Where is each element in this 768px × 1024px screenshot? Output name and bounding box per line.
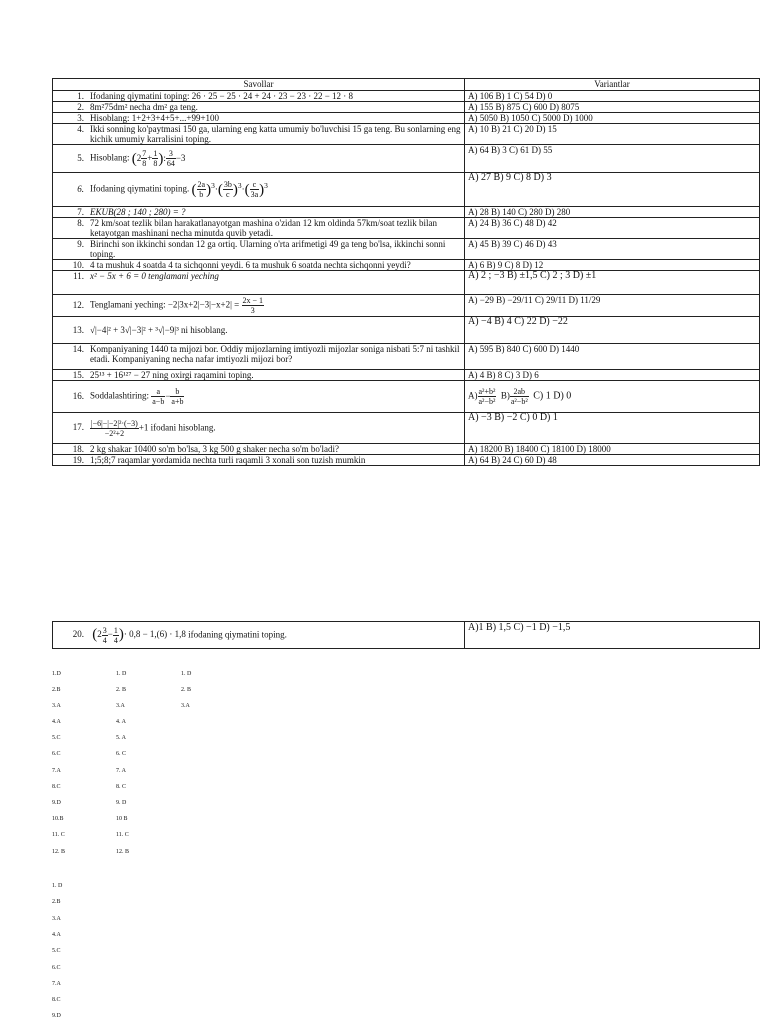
- answer-key-item: 1.D: [52, 671, 61, 677]
- table-row: [53, 413, 760, 444]
- table-header: [53, 79, 760, 91]
- answer-key-item: 10 B: [116, 816, 128, 822]
- question-text: Ifodaning qiymatini toping: 26 · 25 − 25 · 24 + 24 · 23 − 23 · 22 − 12 · 8: [90, 91, 354, 101]
- answer-options: A) 28 B) 140 C) 280 D) 280: [465, 207, 760, 218]
- question-number: 6.: [77, 183, 84, 194]
- question-text: ifodaning qiymatini toping.: [188, 629, 287, 640]
- table-row: [53, 102, 760, 113]
- question-number: 4.: [77, 124, 84, 134]
- question-text: Ikki sonning ko'paytmasi 150 ga, ularning eng katta umumiy bo'luvchisi 15 ga teng. Bu sonlarning eng kichik umumiy karralisini toping.: [90, 124, 461, 144]
- question-text: 8m²75dm² necha dm² ga teng.: [90, 102, 198, 112]
- table-row: [53, 239, 760, 260]
- table-row: [53, 444, 760, 455]
- table-row: [53, 145, 760, 173]
- table-row: [53, 91, 760, 102]
- answer-options: A) 45 B) 39 C) 46 D) 43: [465, 239, 760, 260]
- question-number: 10.: [72, 260, 84, 270]
- answer-key-item: 2.B: [52, 899, 61, 905]
- answer-key-item: 6.C: [52, 751, 61, 757]
- answer-key-item: 8. C: [116, 784, 127, 790]
- question-text: Hisoblang: 1+2+3+4+5+...+99+100: [90, 113, 220, 123]
- math-expression: (2 $\frac{3}{4}$ − $\frac{1}{4}$ )· 0,8 − 1,(6) · 1,8: [92, 625, 186, 645]
- table-row: [53, 218, 760, 239]
- answer-key-item: 9. D: [116, 800, 127, 806]
- table-row: [53, 622, 760, 649]
- answer-key-item: 2. B: [181, 687, 192, 693]
- answer-options: A) 64 B) 24 C) 60 D) 48: [465, 455, 760, 466]
- question-number: 18.: [72, 444, 84, 454]
- questions-table: [52, 78, 760, 466]
- table-row: [53, 455, 760, 466]
- question-number: 2.: [77, 102, 84, 112]
- answer-key-item: 3.A: [52, 703, 61, 709]
- answer-options: A) 64 B) 3 C) 61 D) 55: [465, 145, 760, 173]
- answer-options: A) $\frac{\text{a²+b²}}{\text{a²−b²}}$ B) $\frac{2ab}{\text{a²−b²}}$ C) 1 D) 0: [465, 381, 760, 413]
- answer-key-item: 10.B: [52, 816, 64, 822]
- question-text: Kompaniyaning 1440 ta mijozi bor. Oddiy mijozlarning imtiyozli mijozlar soniga nisbati 5:7 ni tashkil etadi. Kompaniyaning necha nafar imtiyozli mijozi bor?: [90, 344, 460, 364]
- answer-options: A) 106 B) 1 C) 54 D) 0: [465, 91, 760, 102]
- question-number: 19.: [72, 455, 84, 465]
- question-number: 12.: [72, 299, 84, 310]
- answer-key-item: 8.C: [52, 784, 61, 790]
- answer-options: A) 18200 B) 18400 C) 18100 D) 18000: [465, 444, 760, 455]
- answer-key-item: 6. C: [116, 751, 127, 757]
- question-text: x² − 5x + 6 = 0 tenglamani yeching: [90, 271, 219, 281]
- answer-options: A) 5050 B) 1050 C) 5000 D) 1000: [465, 113, 760, 124]
- answer-key-item: 7. A: [116, 768, 127, 774]
- table-row: [53, 173, 760, 207]
- question-number: 16.: [72, 390, 84, 401]
- answer-key-item: 2. B: [116, 687, 127, 693]
- answer-key-item: 12. B: [116, 849, 130, 855]
- answer-options: A) 27 B) 9 C) 8 D) 3: [465, 173, 760, 207]
- question-number: 1.: [77, 91, 84, 101]
- question-number: 15.: [72, 370, 84, 380]
- answer-key-item: 2.B: [52, 687, 61, 693]
- answer-key-item: 3.A: [52, 916, 61, 922]
- answer-options: A) 6 B) 9 C) 8 D) 12: [465, 260, 760, 271]
- question-number: 20.: [72, 629, 84, 640]
- answer-key-item: 7.A: [52, 768, 61, 774]
- table-row: [53, 370, 760, 381]
- question-text: Tenglamani yeching: −2|3x+2|−3|−x+2| =: [90, 299, 242, 310]
- math-expression: $\frac{\text{|−6|−|−2|²·(−3)}}{\text{−2²+2}}$: [91, 418, 138, 438]
- question-text: 25¹³ + 16¹²⁷ − 27 ning oxirgi raqamini toping.: [90, 370, 254, 380]
- question-number: 13.: [72, 325, 84, 335]
- question-text: EKUB(28 ; 140 ; 280) = ?: [90, 207, 186, 217]
- question-text: 72 km/soat tezlik bilan harakatlanayotgan mashina o'zidan 12 km oldinda 57km/soat tezlik bilan ketayotgan mashinani necha minutda quvib yetadi.: [90, 218, 438, 238]
- answer-options: A) 4 B) 8 C) 3 D) 6: [465, 370, 760, 381]
- answer-key-item: 6.C: [52, 965, 61, 971]
- answer-key-item: 5.C: [52, 948, 61, 954]
- question-number: 8.: [77, 218, 84, 228]
- answer-key-item: 7.A: [52, 981, 61, 987]
- question-number: 5.: [77, 152, 84, 163]
- answer-key-item: 12. B: [52, 849, 66, 855]
- table-row: 12. Tenglamani yeching: −2|3x+2|−3|−x+2| = $\frac{2x - 1}{3}$ A) −29 B) −29/11 C) 29/11 D) 11/29: [53, 295, 760, 317]
- answer-options: A)1 B) 1,5 C) −1 D) −1,5: [465, 622, 760, 649]
- table-row: [53, 113, 760, 124]
- question-text: 4 ta mushuk 4 soatda 4 ta sichqonni yeydi. 6 ta mushuk 6 soatda nechta sichqonni yeydi?: [90, 260, 411, 270]
- question-text: Hisoblang:: [90, 152, 130, 163]
- header-answers: Variantlar: [465, 79, 760, 91]
- question-text: +1 ifodani hisoblang.: [138, 422, 216, 433]
- answer-options: A) 155 B) 875 C) 600 D) 8075: [465, 102, 760, 113]
- answer-key-item: 9.D: [52, 800, 61, 806]
- answer-key-item: 3.A: [116, 703, 125, 709]
- answer-options: A) −3 B) −2 C) 0 D) 1: [465, 413, 760, 444]
- answer-key-item: 1. D: [116, 671, 127, 677]
- question-number: 9.: [77, 239, 84, 249]
- answer-options: A) 24 B) 36 C) 48 D) 42: [465, 218, 760, 239]
- answer-key-item: 5. A: [116, 735, 127, 741]
- answer-options: A) −29 B) −29/11 C) 29/11 D) 11/29: [465, 295, 760, 317]
- answer-key-item: 1. D: [181, 671, 192, 677]
- math-expression: (2 $\frac{7}{8}$ + $\frac{1}{8}$ ): $\frac{3}{64}$ −3: [131, 149, 186, 168]
- table-row: [53, 124, 760, 145]
- answer-key-item: 4. A: [116, 719, 127, 725]
- header-questions: Savollar: [53, 79, 465, 91]
- question-20-table: [52, 621, 760, 649]
- answer-options: A) 2 ; −3 B) ±1,5 C) 2 ; 3 D) ±1: [465, 271, 760, 295]
- answer-key-item: 9.D: [52, 1013, 61, 1019]
- answer-key-item: 4.A: [52, 932, 61, 938]
- question-text: 2 kg shakar 10400 so'm bo'lsa, 3 kg 500 g shaker necha so'm bo'ladi?: [90, 444, 339, 454]
- table-row: [53, 344, 760, 370]
- math-expression: ( $\frac{2a}{b}$ )$^3$·( $\frac{3b}{c}$ )$^3$·( $\frac{c}{3a}$ )$^3$: [191, 180, 268, 199]
- table-row: [53, 271, 760, 295]
- answer-options: A) 10 B) 21 C) 20 D) 15: [465, 124, 760, 145]
- answer-key-item: 8.C: [52, 997, 61, 1003]
- answer-key-item: 5.C: [52, 735, 61, 741]
- question-text: 1;5;8;7 raqamlar yordamida nechta turli raqamli 3 xonali son tuzish mumkin: [90, 455, 366, 465]
- question-text: Soddalashtiring:: [90, 390, 149, 401]
- answer-options: A) 595 B) 840 C) 600 D) 1440: [465, 344, 760, 370]
- question-text: Ifodaning qiymatini toping.: [90, 183, 190, 194]
- answer-key-item: 11. C: [52, 832, 65, 838]
- table-row: [53, 381, 760, 413]
- answer-key-item: 1. D: [52, 883, 63, 889]
- question-text: √|−4|² + 3√|−3|² + ³√|−9|³ ni hisoblang.: [90, 325, 228, 335]
- answer-key-item: 11. C: [116, 832, 129, 838]
- answer-key-item: 4.A: [52, 719, 61, 725]
- question-number: 14.: [72, 344, 84, 354]
- question-number: 17.: [72, 422, 84, 433]
- answer-options: A) −4 B) 4 C) 22 D) −22: [465, 317, 760, 344]
- table-row: [53, 260, 760, 271]
- question-text: Birinchi son ikkinchi sondan 12 ga ortiq. Ularning o'rta arifmetigi 49 ga teng bo'lsa, ikkinchi sonni toping.: [90, 239, 446, 259]
- question-number: 3.: [77, 113, 84, 123]
- math-expression: $\frac{a}{a-b}$ − $\frac{b}{a+b}$: [152, 387, 184, 406]
- answer-key-item: 3.A: [181, 703, 190, 709]
- table-row: [53, 207, 760, 218]
- table-row: [53, 317, 760, 344]
- question-number: 7.: [77, 207, 84, 217]
- question-number: 11.: [73, 271, 84, 281]
